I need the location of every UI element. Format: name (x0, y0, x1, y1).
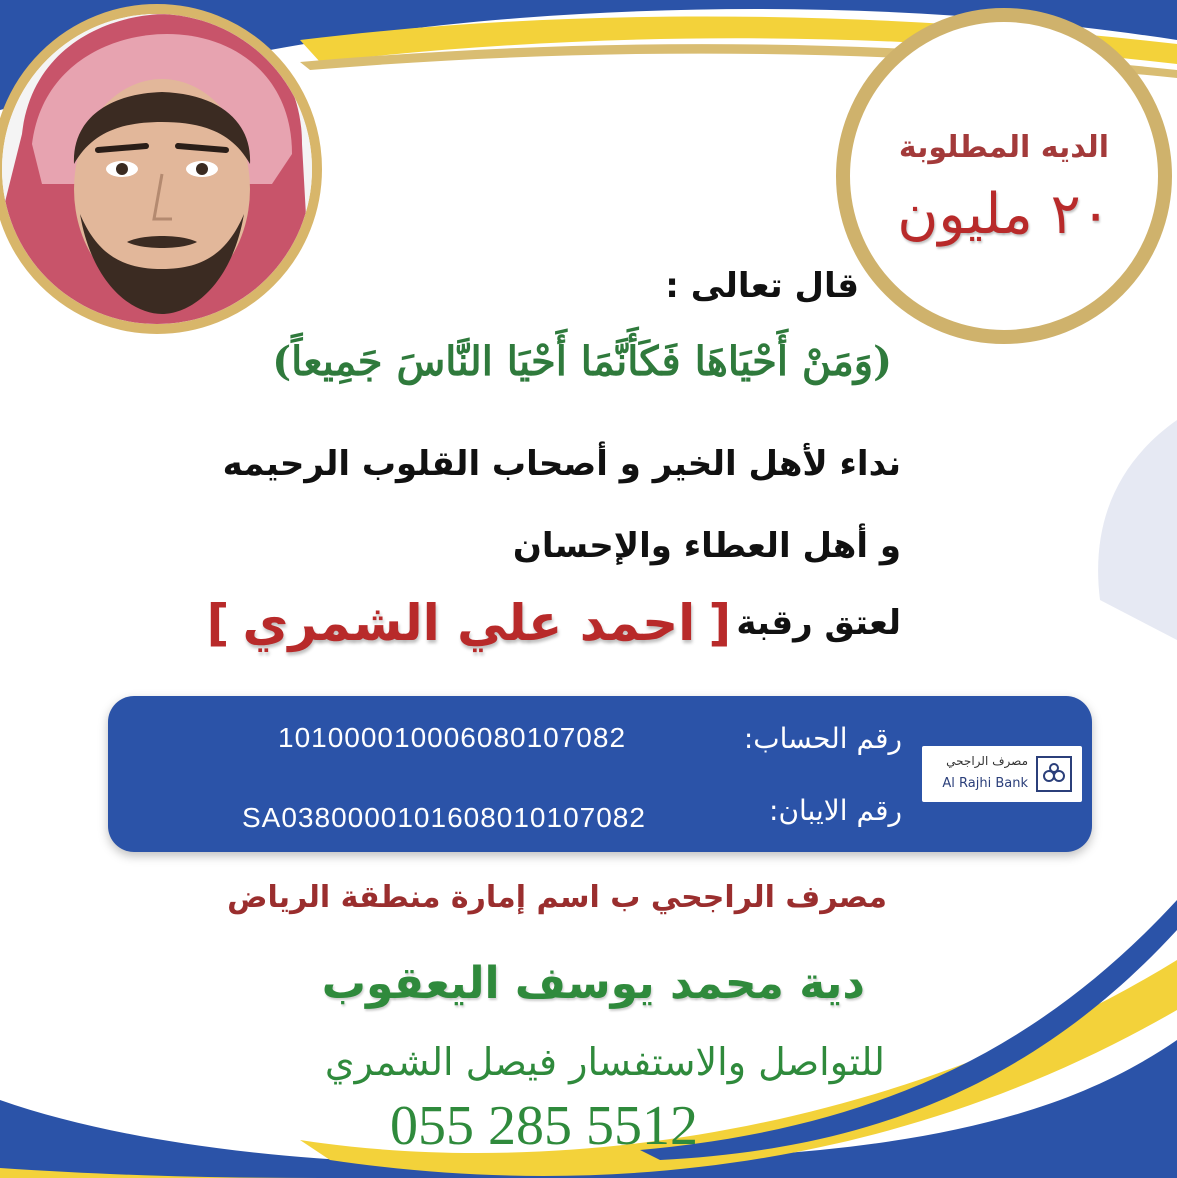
diya-label: الديه المطلوبة (898, 130, 1110, 165)
open-bracket: [ (708, 594, 732, 652)
quran-verse: (وَمَنْ أَحْيَاهَا فَكَأَنَّمَا أَحْيَا النَّاسَ جَمِيعاً) (272, 338, 892, 385)
prisoner-name: احمد علي الشمري (242, 594, 696, 652)
diya-required-badge (836, 8, 1172, 344)
account-number: 101000010006080107082 (278, 722, 627, 753)
close-bracket: ] (206, 594, 230, 652)
appeal-line-2: و أهل العطاء والإحسان (512, 526, 901, 566)
quote-intro: قال تعالى : (665, 266, 859, 306)
iban-number: SA0380000101608010107082 (242, 802, 646, 833)
phone-number: 055 285 5512 (390, 1095, 698, 1157)
person-portrait-icon (2, 14, 312, 324)
diya-amount: ٢٠ مليون (897, 182, 1111, 247)
iban-label: رقم الايبان: (769, 794, 902, 827)
account-label: رقم الحساب: (743, 722, 902, 755)
account-holder-line: مصرف الراجحي ب اسم إمارة منطقة الرياض (227, 880, 887, 915)
portrait-photo (0, 4, 322, 334)
diya-of-line: دية محمد يوسف اليعقوب (321, 958, 865, 1009)
contact-line: للتواصل والاستفسار فيصل الشمري (324, 1040, 885, 1084)
al-rajhi-logo (922, 746, 1082, 802)
bank-logo-arabic: مصرف الراجحي (946, 754, 1028, 768)
appeal-line-1: نداء لأهل الخير و أصحاب القلوب الرحيمه (222, 444, 901, 484)
ransom-line (207, 594, 901, 664)
bank-logo-english: Al Rajhi Bank (942, 776, 1028, 791)
ransom-prefix: لعتق رقبة (736, 603, 901, 643)
bank-info-box (108, 696, 1092, 852)
bank-mark-icon (1036, 756, 1072, 792)
